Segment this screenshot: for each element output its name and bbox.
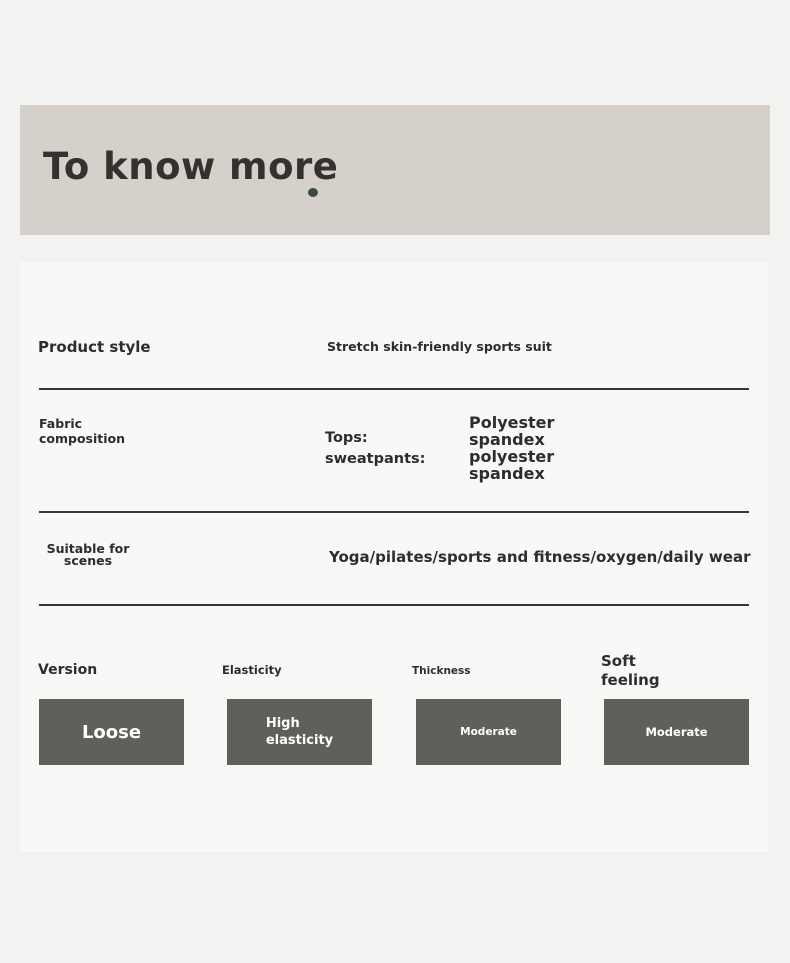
pants-material-line: polyester	[469, 447, 555, 466]
fabric-label-line: Fabric	[39, 416, 83, 431]
scenes-label-line: Suitable for	[46, 541, 130, 556]
soft-feeling-heading-line: feeling	[601, 671, 660, 689]
pants-material-line: spandex	[469, 464, 545, 483]
scenes-value: Yoga/pilates/sports and fitness/oxygen/daily wear	[329, 548, 751, 566]
fabric-parts	[325, 428, 425, 470]
fabric-label	[39, 416, 125, 446]
elasticity-value-line: High	[265, 716, 300, 731]
divider	[39, 604, 749, 606]
elasticity-value-line: elasticity	[265, 733, 334, 748]
scenes-label	[38, 543, 138, 567]
decorative-dot	[308, 188, 318, 197]
fabric-label-line: composition	[39, 431, 126, 446]
product-style-label: Product style	[38, 338, 151, 356]
fabric-materials	[469, 414, 554, 482]
thickness-heading: Thickness	[412, 665, 471, 677]
soft-feeling-value: Moderate	[645, 725, 708, 739]
thickness-value: Moderate	[460, 726, 517, 738]
page-title: To know more	[43, 145, 339, 188]
divider	[39, 511, 749, 513]
version-heading: Version	[38, 662, 98, 678]
sweatpants-label: sweatpants:	[325, 451, 426, 467]
divider	[39, 388, 749, 390]
soft-feeling-heading-line: Soft	[601, 652, 636, 670]
soft-feeling-heading	[601, 652, 660, 690]
tops-material-line: spandex	[469, 430, 545, 449]
product-style-value: Stretch skin-friendly sports suit	[327, 339, 552, 354]
tops-material-line: Polyester	[469, 413, 555, 432]
version-value: Loose	[81, 721, 142, 743]
soft-feeling-value-box	[604, 699, 749, 765]
elasticity-value-box	[227, 699, 372, 765]
tops-label: Tops:	[325, 430, 368, 446]
version-value-box	[39, 699, 184, 765]
elasticity-heading: Elasticity	[222, 663, 282, 677]
scenes-label-line: scenes	[63, 553, 113, 568]
thickness-value-box	[416, 699, 561, 765]
